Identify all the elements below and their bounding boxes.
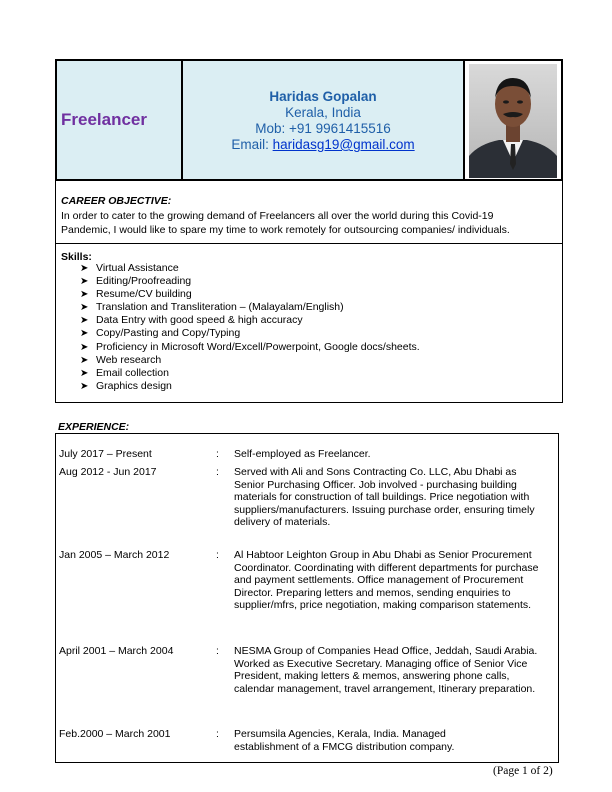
page-number: (Page 1 of 2) bbox=[493, 765, 553, 777]
skill-item bbox=[80, 262, 420, 275]
experience-date: Feb.2000 – March 2001 bbox=[59, 728, 171, 740]
skill-item bbox=[80, 380, 420, 393]
arrow-bullet-icon: ➤ bbox=[80, 380, 89, 392]
email-label: Email: bbox=[231, 137, 273, 152]
email-link[interactable]: haridasg19@gmail.com bbox=[272, 137, 415, 152]
arrow-bullet-icon: ➤ bbox=[80, 367, 89, 379]
skills-list bbox=[80, 262, 420, 393]
arrow-bullet-icon: ➤ bbox=[80, 341, 89, 353]
objective-line: Pandemic, I would like to spare my time to work remotely for outsourcing companies/ individuals. bbox=[61, 224, 510, 236]
arrow-bullet-icon: ➤ bbox=[80, 354, 89, 366]
objective-skills-box bbox=[55, 181, 563, 403]
arrow-bullet-icon: ➤ bbox=[80, 289, 89, 301]
header-table bbox=[55, 59, 563, 181]
skill-label: Editing/Proofreading bbox=[96, 275, 192, 288]
experience-date: Aug 2012 - Jun 2017 bbox=[59, 466, 157, 478]
skill-label: Graphics design bbox=[96, 379, 172, 392]
applicant-name: Haridas Gopalan bbox=[269, 89, 377, 104]
arrow-bullet-icon: ➤ bbox=[80, 263, 89, 274]
description-line: establishment of a FMCG distribution company. bbox=[234, 740, 455, 753]
arrow-bullet-icon: ➤ bbox=[80, 276, 89, 288]
contact-cell bbox=[183, 61, 465, 179]
experience-date: Jan 2005 – March 2012 bbox=[59, 549, 170, 561]
skill-item bbox=[80, 354, 420, 367]
skill-label: Virtual Assistance bbox=[96, 262, 179, 274]
description-line: delivery of materials. bbox=[234, 516, 331, 528]
description-line: President, making letters & memos, answering phone calls, bbox=[234, 670, 510, 682]
arrow-bullet-icon: ➤ bbox=[80, 328, 89, 340]
experience-colon: : bbox=[216, 448, 219, 460]
experience-colon: : bbox=[216, 466, 219, 478]
experience-box bbox=[55, 433, 559, 763]
arrow-bullet-icon: ➤ bbox=[80, 315, 89, 327]
description-line: Worked as Executive Secretary. Managing office of Senior Vice bbox=[234, 657, 528, 670]
skill-item bbox=[80, 275, 420, 288]
skill-label: Proficiency in Microsoft Word/Excell/Powerpoint, Google docs/sheets. bbox=[96, 340, 420, 353]
skill-label: Translation and Transliteration – (Malayalam/English) bbox=[96, 301, 344, 314]
skill-label: Web research bbox=[96, 353, 162, 366]
location: Kerala, India bbox=[285, 105, 361, 120]
arrow-bullet-icon: ➤ bbox=[80, 302, 89, 314]
profile-photo bbox=[469, 64, 557, 178]
skill-label: Email collection bbox=[96, 366, 169, 379]
description-line: materials for construction of tall buildings. Price negotiation with bbox=[234, 491, 530, 503]
description-line: Al Habtoor Leighton Group in Abu Dhabi as Senior Procurement bbox=[234, 549, 532, 561]
description-line: and payment settlements. Office management of Procurement bbox=[234, 574, 524, 586]
skill-label: Resume/CV building bbox=[96, 288, 192, 301]
skill-item bbox=[80, 341, 420, 354]
title-cell bbox=[57, 61, 183, 179]
description-line: suppliers/manufacturers. Issuing purchase order, ensuring timely bbox=[234, 503, 535, 516]
photo-cell bbox=[465, 61, 561, 179]
skill-item bbox=[80, 301, 420, 314]
skill-label: Copy/Pasting and Copy/Typing bbox=[96, 327, 241, 340]
description-line: Senior Purchasing Officer. Job involved - purchasing building bbox=[234, 478, 517, 491]
experience-description bbox=[234, 448, 552, 461]
experience-heading: EXPERIENCE: bbox=[58, 421, 130, 433]
experience-description bbox=[234, 728, 552, 753]
skill-item bbox=[80, 367, 420, 380]
career-objective-text bbox=[61, 209, 556, 237]
skill-item bbox=[80, 327, 420, 340]
description-line: supplier/mfrs, price negotiation, making comparison statements. bbox=[234, 599, 532, 611]
experience-description bbox=[234, 466, 552, 529]
skill-label: Data Entry with good speed & high accuracy bbox=[96, 314, 303, 327]
experience-colon: : bbox=[216, 645, 219, 657]
career-objective-heading: CAREER OBJECTIVE: bbox=[61, 195, 172, 207]
email-line bbox=[183, 137, 463, 153]
experience-description bbox=[234, 549, 552, 612]
description-line: Self-employed as Freelancer. bbox=[234, 448, 371, 460]
description-line: calendar management, travel arrangement, Itinerary preparation. bbox=[234, 682, 536, 695]
description-line: NESMA Group of Companies Head Office, Jeddah, Saudi Arabia. bbox=[234, 645, 538, 657]
skill-item bbox=[80, 314, 420, 327]
experience-date: April 2001 – March 2004 bbox=[59, 645, 174, 657]
description-line: Director. Preparing letters and memos, sending enquiries to bbox=[234, 586, 511, 599]
experience-description bbox=[234, 645, 552, 695]
experience-date: July 2017 – Present bbox=[59, 448, 152, 460]
skills-heading: Skills: bbox=[61, 251, 92, 263]
description-line: Coordinator. Coordinating with different departments for purchase bbox=[234, 561, 539, 574]
experience-colon: : bbox=[216, 549, 219, 561]
skill-item bbox=[80, 288, 420, 301]
description-line: Served with Ali and Sons Contracting Co. LLC, Abu Dhabi as bbox=[234, 466, 517, 478]
experience-colon: : bbox=[216, 728, 219, 740]
section-divider bbox=[56, 243, 562, 244]
objective-line: In order to cater to the growing demand of Freelancers all over the world during this Covid-19 bbox=[61, 210, 494, 222]
description-line: Persumsila Agencies, Kerala, India. Managed bbox=[234, 728, 446, 740]
mobile: Mob: +91 9961415516 bbox=[255, 121, 391, 136]
job-title: Freelancer bbox=[61, 110, 147, 129]
